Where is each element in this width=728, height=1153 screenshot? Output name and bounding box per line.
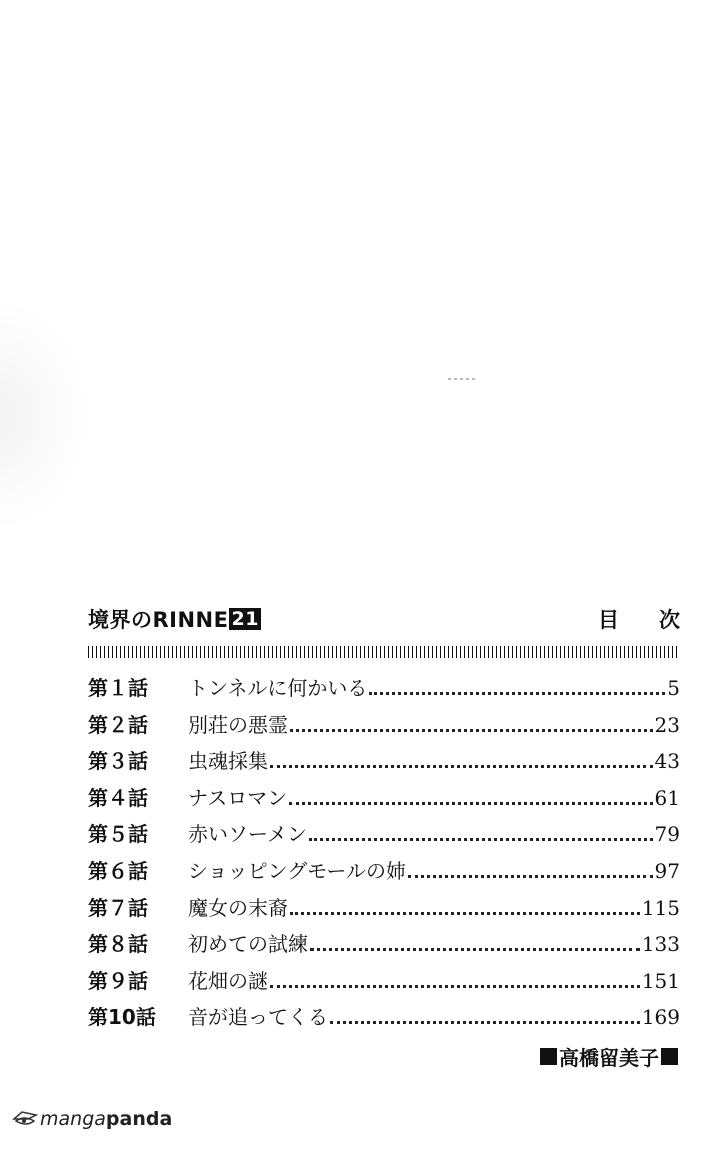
chapter-page-number: 5 — [667, 676, 680, 700]
chapter-row — [88, 818, 680, 855]
chapter-title: ショッピングモールの姉 — [188, 858, 406, 883]
page-smudge — [0, 300, 90, 530]
chapter-row — [88, 709, 680, 746]
chapter-number: 第８話 — [88, 932, 148, 957]
dot-leader — [330, 1021, 640, 1024]
chapter-number: 第３話 — [88, 749, 148, 774]
chapter-page-number: 169 — [641, 1005, 680, 1030]
dot-leader — [310, 948, 640, 951]
dot-leader — [369, 692, 665, 695]
chapter-title: 赤いソーメン — [188, 822, 307, 847]
chapter-row — [88, 855, 680, 892]
chapter-row — [88, 892, 680, 929]
table-of-contents — [88, 600, 680, 1071]
series-title — [88, 604, 261, 634]
author-credit — [88, 1042, 680, 1071]
dot-leader — [270, 765, 653, 768]
chapter-number: 第４話 — [88, 785, 148, 810]
chapter-title: 花畑の謎 — [188, 968, 268, 993]
dot-leader — [290, 912, 640, 915]
chapter-title: 虫魂採集 — [188, 749, 268, 774]
decorative-tick-rule — [88, 646, 680, 658]
square-bullet-icon — [540, 1048, 557, 1065]
watermark-text-panda: panda — [105, 1108, 173, 1130]
chapter-page-number: 151 — [641, 968, 680, 993]
chapter-number: 第６話 — [88, 858, 148, 883]
chapter-page-number: 61 — [654, 785, 680, 810]
chapter-number: 第10話 — [88, 1005, 156, 1030]
chapter-title: 音が追ってくる — [188, 1005, 328, 1030]
chapter-title: ナスロマン — [188, 785, 288, 810]
chapter-page-number: 79 — [654, 822, 680, 847]
dot-leader — [408, 875, 653, 878]
chapter-title: 初めての試練 — [188, 932, 308, 957]
chapter-row — [88, 1001, 680, 1038]
print-speck — [448, 378, 476, 380]
chapter-number: 第２話 — [88, 712, 148, 737]
chapter-page-number: 23 — [654, 712, 680, 737]
dot-leader — [289, 802, 652, 805]
chapter-title: 魔女の末裔 — [188, 895, 288, 920]
dot-leader — [270, 985, 640, 988]
dot-leader — [309, 838, 653, 841]
chapter-number: 第１話 — [88, 676, 148, 700]
chapter-page-number: 43 — [654, 749, 680, 774]
chapter-title: トンネルに何かいる — [188, 676, 368, 700]
chapter-list — [88, 672, 680, 1038]
chapter-row — [88, 672, 680, 709]
site-watermark — [12, 1108, 172, 1130]
toc-header — [88, 600, 680, 638]
chapter-row — [88, 782, 680, 819]
mangapanda-logo-icon — [12, 1109, 38, 1129]
chapter-page-number: 115 — [641, 895, 680, 920]
chapter-page-number: 97 — [654, 858, 680, 883]
dot-leader — [290, 729, 653, 732]
watermark-text-manga: manga — [40, 1108, 106, 1130]
contents-heading — [598, 604, 680, 634]
chapter-row — [88, 965, 680, 1002]
chapter-number: 第９話 — [88, 968, 148, 993]
chapter-title: 別荘の悪霊 — [188, 712, 288, 737]
contents-heading-char-1: 目 — [598, 608, 619, 632]
chapter-page-number: 133 — [641, 932, 680, 957]
series-title-text: 境界のRINNE — [88, 608, 229, 632]
volume-number-badge: 21 — [231, 608, 259, 630]
author-name: 高橋留美子 — [559, 1045, 659, 1070]
chapter-number: 第５話 — [88, 822, 148, 847]
chapter-row — [88, 745, 680, 782]
contents-heading-char-2: 次 — [659, 608, 680, 632]
chapter-row — [88, 928, 680, 965]
chapter-number: 第７話 — [88, 895, 148, 920]
square-bullet-icon — [661, 1048, 678, 1065]
